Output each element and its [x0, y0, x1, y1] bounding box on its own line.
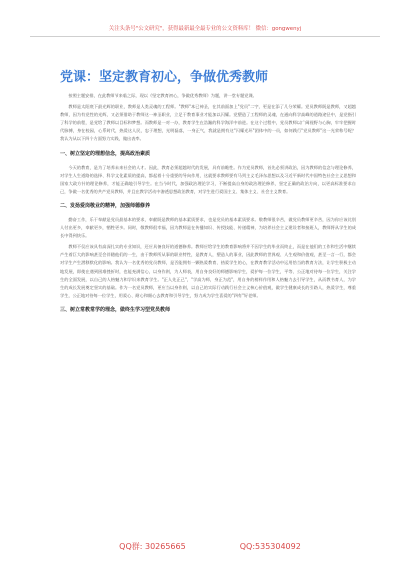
paragraph: 教师不仅应该具有高深扎实的专业知识，还应具备良好的道德修养。教师应给学生的教育影响将并不因学生的毕业而终止，而是在他们的工作和生活中继续产生着巨大的影响甚至会伴随他们的一生，由于教师所从事的职业特性，是教育人，塑造人的事业，因此教师的世界观、人生观和价值观，甚至一言一行，都会对学生产生潜移默化的影响。我认为一名优秀的党员教师，是否能拥有一颗热爱教育、热爱学生的心，在教育教学活动中运用恰当的教育方法，让学生积极主动地发展，即使在遇到困难挫折时，也能充满信心，以身作则，为人师表，用自身良好的师德影响学生，爱护每一位学生，平等、公正地对待每一位学生，关注学生的全面发展，以自己的人格魅力和学识来教育学生。"正人先正己"，"学高为师，身正为范"，用自身的榜样作用和人格魅力去引导学生，从而教书育人，为学生的成长发展奠定坚实的基础。作为一名党员教师，更应当以身作则，以自己的实际行动践行社会主义核心价值观，做学生健康成长的引路人，热爱学生，尊重学生，公正地对待每一位学生，用爱心、耐心和细心去教育和引导学生，努力成为学生喜爱的"四有"好老师。	[60, 244, 356, 298]
section-heading: 三、树立常教常学的理念，做终生学习型党员教师	[60, 306, 171, 313]
section-heading: 一、树立坚定的理想信念，提高政治素质	[60, 150, 151, 157]
footer-qq: QQ:535304092	[239, 542, 301, 551]
section-heading: 二、发扬爱岗敬业的精神，加强师德修养	[60, 202, 151, 209]
paragraph: 勤奋工作，乐于奉献是党员最基本的要求，奉献既是教师的基本素质要求，也是党员的基本素质要求。敬教师很辛苦，做党员教师更辛苦，因为你应该比别人付出更多，奉献更多，牺牲更多。同时，敬教师很幸福，因为教师是在传播知识、传授技能、传递精神，为培养社会主义建设者和接班人，教师将从学生的成长中得到快乐。	[60, 216, 356, 239]
footer-qq-group: QQ群: 30265665	[119, 542, 186, 551]
footer	[60, 540, 360, 554]
document-title: 党课：坚定教育初心，争做优秀教师	[60, 70, 269, 85]
header-banner: 关注头条号"公文研究"，获得最新最全最专业的公文资料库！ 微信：gongwenyj	[30, 22, 380, 37]
paragraph: 按照主题安排，在此教师节来临之际，现以《坚定教育初心，争做优秀教师》为题，讲一堂专题党课。	[68, 93, 257, 98]
paragraph: 教师是太阳底下最光辉的职业，教师是人类灵魂的工程师。"教师"本已神圣，在其前面加上"党员"二字，更是在添了几分荣耀。党员教师既是教师，又超越教师，因为有党性的光辉，又必须借助于教师这一神圣职业，立足于教育事业才能加以闪耀。党塑造了工程师的灵魂，在通向科学高峰的道路途径中，是党指引了科学的前程，是党给了教师以目标和梦想。而教师是一对一办，教育学生在浩瀚的科学海洋中前进。在这个过程中，党员教师以广阔视野与心胸，牢牢把握时代脉搏，身在校园，心系时代，热爱这人民，忠于理想，光明磊落，一身正气，我就是拥有这"闪耀光环"团体中的一员，如何践行"党员教师"这一光荣称号呢？我认为从以下四个方面努力实践，做出表率。	[60, 104, 356, 142]
document-body	[60, 92, 356, 522]
paragraph: 今天的教育，是为了培养未来社会的人才。因此，教育必须超越时代的发展，具有前瞻性。作为党员教师，首先必须讲政治，因为教师的信念与理论修养，对学生人生道路的选择、科学文化素质的提高，都起着十分重要的导向作用，这就要求教师要有马列主义毛泽东思想以及习近平新时代中国特色社会主义思想和国家大政方针的理论修养，才能正确地引导学生。在当今时代，加强政治理论学习，不断提高自身的政治理论修养，坚定正确的政治方向，以更高标准要求自己，争做一名优秀的共产党员教师，并且在教学活动中渗透思想政治教育，对学生进行爱国主义、集体主义、社会主义教育。	[60, 164, 356, 194]
